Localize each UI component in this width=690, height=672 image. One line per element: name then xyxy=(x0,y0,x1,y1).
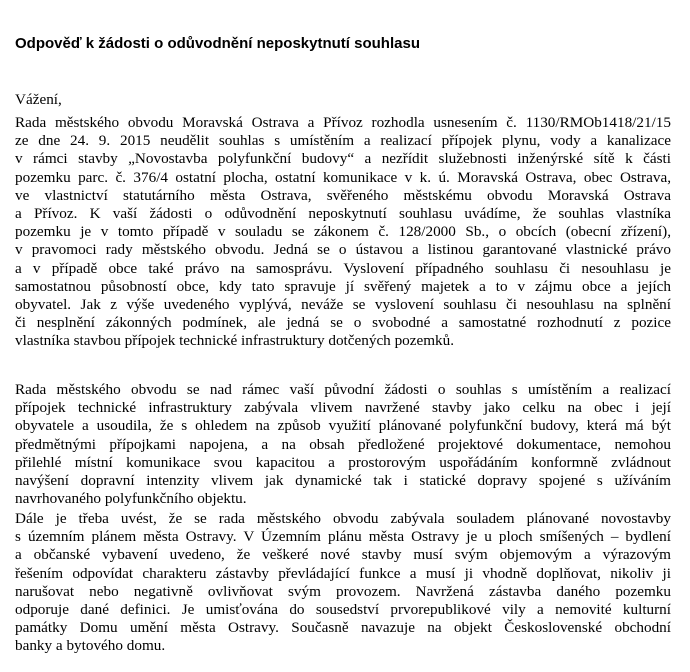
paragraph-line: a Přívoz. K vaší žádosti o odůvodnění neposkytnutí souhlasu uvádíme, že souhlas vlastníka xyxy=(15,205,671,223)
greeting: Vážení, xyxy=(15,91,62,108)
paragraph-line: narušovat nebo negativně ovlivňovat svým provozem. Navržená zástavba daného pozemku xyxy=(15,582,671,600)
paragraph-line: v pravomoci rady městského obvodu. Jedná se o ústavou a listinou garantované vlastnické právo xyxy=(15,241,671,259)
paragraph-line: Rada městského obvodu Moravská Ostrava a Přívoz rozhodla usnesením č. 1130/RMOb1418/21/15 xyxy=(15,114,671,131)
paragraph-line: ze dne 24. 9. 2015 neudělit souhlas s umístěním a realizací přípojek plynu, vody a kanalizace xyxy=(15,132,671,150)
paragraph-line: přilehlé místní komunikace svou kapacitou a prostorovým uspořádáním konformně zvládnout xyxy=(15,453,671,471)
paragraph-decision xyxy=(15,114,671,351)
paragraph-line: Rada městského obvodu se nad rámec vaší původní žádosti o souhlas s umístěním a realizací xyxy=(15,381,671,398)
paragraph-line: ve vlastnictví statutárního města Ostrava, svěřeného městskému obvodu Moravská Ostrava xyxy=(15,186,671,204)
paragraph-line: s územním plánem města Ostravy. V Územním plánu města Ostravy je u ploch smíšených – bydlení xyxy=(15,528,671,546)
paragraph-line: v rámci stavby „Novostavba polyfunkční budovy“ a nezřídit služebnosti inženýrské sítě k části xyxy=(15,150,671,168)
paragraph-line: navrhovaného polyfunkčního objektu. xyxy=(15,490,247,508)
paragraph-line: obyvatel. Jak z výše uvedeného vyplývá, nevážе se vyslovení souhlasu či nesouhlasu na splnění xyxy=(15,296,671,314)
paragraph-line: přípojek technické infrastruktury zabývala vlivem navržené stavby jako celku na obec i její xyxy=(15,399,671,417)
paragraph-line: odporuje dané definici. Je umisťována do sousedství prvorepublikové vily a nemovité kulturní xyxy=(15,601,671,619)
paragraph-line: Dále je třeba uvést, že se rada městského obvodu zabývala souladem plánované novostavby xyxy=(15,510,671,527)
document-title: Odpověď k žádosti o odůvodnění neposkytnutí souhlasu xyxy=(15,35,420,52)
paragraph-line: řešením odpovídat charakteru zástavby převládající funkce a musí ji vhodně doplňovat, nikoliv ji xyxy=(15,564,671,582)
paragraph-line: pozemku parc. č. 376/4 ostatní plocha, ostatní komunikace v k. ú. Moravská Ostrava, obec Ostrava, xyxy=(15,168,671,186)
paragraph-line: a občanské vybavení uvedeno, že veškeré nové stavby musí svým objemovým a výrazovým xyxy=(15,546,671,564)
paragraph-line: památky Domu umění města Ostravy. Současně navazuje na objekt Československé obchodní xyxy=(15,619,671,637)
paragraph-traffic xyxy=(15,381,671,508)
paragraph-line: vlastníka stavbou přípojek technické infrastruktury dotčených pozemků. xyxy=(15,332,455,350)
paragraph-line: a v případě obce také právo na samosprávu. Vyslovení případného souhlasu či nesouhlasu je xyxy=(15,259,671,277)
paragraph-line: pozemku je v tomto případě v souladu se zákonem č. 128/2000 Sb., o obcích (obecní zřízení), xyxy=(15,223,671,241)
paragraph-line: předmětnými přípojkami napojena, a na obsah předložené projektové dokumentace, nemohou xyxy=(15,435,671,453)
paragraph-line: či nesplnění zákonných podmínek, ale jedná se o svobodné a samostatné rozhodnutí z pozice xyxy=(15,314,671,332)
paragraph-line: banky a bytového domu. xyxy=(15,637,166,655)
paragraph-line: navýšení dopravní intenzity vlivem jak dynamické tak i statické dopravy spojené s užíváním xyxy=(15,472,671,490)
paragraph-zoning xyxy=(15,510,671,656)
paragraph-line: samostatnou působností obce, kdy tato spravuje jí svěřený majetek a to v zájmu obce a jejích xyxy=(15,277,671,295)
paragraph-line: obyvatele a usoudila, že s ohledem na způsob využití plánované polyfunkční budovy, která má být xyxy=(15,417,671,435)
